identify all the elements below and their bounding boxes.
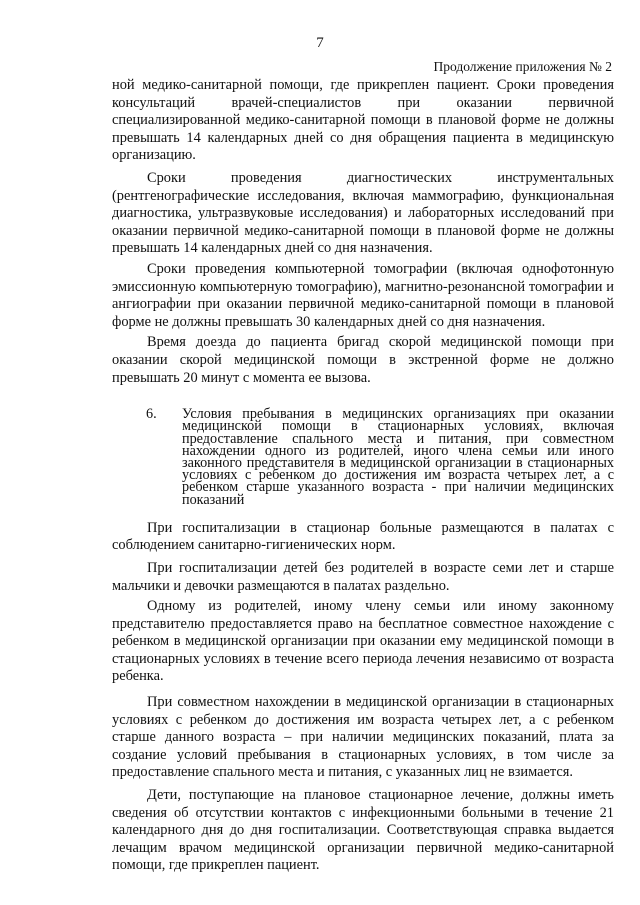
paragraph-parent-stay: Одному из родителей, иному члену семьи или иному законному представителю предоставляется право на бесплатное совместное нахождение с ребенком в медицинской организации при оказании ему медицинской помощи в стационарных условиях в течение всего периода лечения независимо от возраста ребенка.	[112, 598, 614, 685]
paragraph-diagnostics-terms: Сроки проведения диагностических инструментальных (рентгенографические исследования, включая маммографию, функциональная диагностика, ультразвуковые исследования) и лабораторных исследований при оказании первичной медико-санитарной помощи в плановой форме не должны превышать 14 календарных дней со дня назначения.	[112, 169, 614, 257]
section-title: Условия пребывания в медицинских организациях при оказании медицинской помощи в стационарных условиях, включая предоставление спального места и питания, при совместном нахождении одного из родителей, иного члена семьи или иного законного представителя в медицинской организации в стационарных условиях с ребенком до достижения им возраста четырех лет, а с ребенком старше указанного возраста - при наличии медицинских показаний	[182, 406, 614, 508]
paragraph-tomography-terms: Сроки проведения компьютерной томографии (включая однофотонную эмиссионную компьютерную томографию), магнитно-резонансной томографии и ангиографии при оказании первичной медико-санитарной помощи в плановой форме не должны превышать 30 календарных дней со дня назначения.	[112, 260, 614, 330]
section-heading	[112, 408, 614, 506]
paragraph-ambulance-time: Время доезда до пациента бригад скорой медицинской помощи при оказании скорой медицинской помощи в экстренной форме не должно превышать 20 минут с момента ее вызова.	[112, 334, 614, 386]
paragraph-planned-admission: Дети, поступающие на плановое стационарное лечение, должны иметь сведения об отсутствии контактов с инфекционными больными в течение 21 календарного дня до дня госпитализации. Соответствующая справка выдается лечащим врачом медицинской организации первичной медико-санитарной помощи, где прикреплен пациент.	[112, 787, 614, 874]
paragraph-hospital-wards: При госпитализации в стационар больные размещаются в палатах с соблюдением санитарно-гигиенических норм.	[112, 519, 614, 554]
section-number: 6.	[146, 406, 157, 423]
appendix-note: Продолжение приложения № 2	[433, 59, 612, 74]
paragraph-continuation: ной медико-санитарной помощи, где прикреплен пациент. Сроки проведения консультаций врачей-специалистов при оказании первичной специализированной медико-санитарной помощи в плановой форме не должны превышать 14 календарных дней со дня обращения пациента в медицинскую организацию.	[112, 77, 614, 164]
page-number: 7	[316, 35, 324, 51]
paragraph-children-wards: При госпитализации детей без родителей в возрасте семи лет и старше мальчики и девочки размещаются в палатах раздельно.	[112, 559, 614, 594]
paragraph-free-stay: При совместном нахождении в медицинской организации в стационарных условиях с ребенком до достижения им возраста четырех лет, а с ребенком старше данного возраста – при наличии медицинских показаний, плата за создание условий пребывания в стационарных условиях, в том числе за предоставление спального места и питания, с указанных лиц не взимается.	[112, 694, 614, 781]
document-body	[112, 77, 614, 875]
